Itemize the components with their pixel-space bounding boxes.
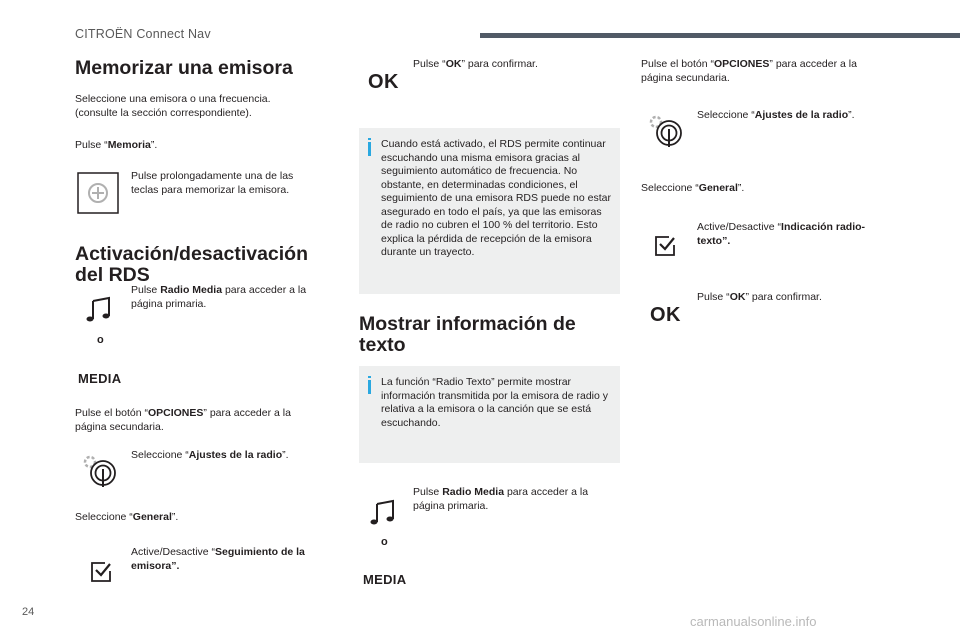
radio-text-info-note — [359, 366, 620, 463]
radio-settings-icon — [647, 113, 685, 149]
ok-button-label: OK — [650, 304, 681, 326]
rds-info-note-text: Cuando está activado, el RDS permite continuar escuchando una misma emisora gracias al seguimiento automático de frecuencia. No obstante, en determinadas condiciones, el seguimiento de una emisora RDS puede no estar asegurado en todo el país, ya que las emisoras de radio no cubren el 100 % del territorio. Esto explica la pérdida de recepción de la emisora durante un trayecto. — [381, 138, 611, 258]
memorize-press-memory-text: Pulse “Memoria”. — [75, 139, 158, 151]
rds-radio-settings-text: Seleccione “Ajustes de la radio”. — [131, 449, 289, 461]
ok-confirm-text: Pulse “OK” para confirmar. — [697, 291, 822, 303]
info-marker-icon — [368, 138, 371, 140]
add-preset-icon — [77, 172, 119, 214]
memorize-intro-text: Seleccione una emisora o una frecuencia. (consulte la sección correspondiente). — [75, 93, 271, 119]
text-info-general-text: Seleccione “General”. — [641, 182, 745, 194]
text-info-radio-media-text: Pulse Radio Media para acceder a la página primaria. — [413, 486, 589, 512]
rds-info-note — [359, 128, 620, 294]
radio-settings-icon — [81, 453, 119, 489]
rds-radio-media-text: Pulse Radio Media para acceder a la página primaria. — [131, 284, 307, 310]
document-header-title: CITROËN Connect Nav — [75, 27, 211, 41]
or-separator: o — [97, 334, 104, 346]
section-title-rds: Activación/desactivación del RDS — [75, 243, 309, 286]
watermark: carmanualsonline.info — [690, 614, 817, 629]
ok-button-label: OK — [368, 71, 399, 93]
section-title-memorize: Memorizar una emisora — [75, 57, 293, 79]
rds-general-text: Seleccione “General”. — [75, 511, 179, 523]
or-separator: o — [381, 536, 388, 548]
text-info-toggle-radiotext-text: Active/Desactive “Indicación radio-texto”. — [697, 221, 866, 247]
checkbox-icon — [90, 561, 112, 583]
header-divider-bar — [480, 33, 960, 38]
music-note-icon — [85, 296, 115, 322]
ok-confirm-text: Pulse “OK” para confirmar. — [413, 58, 538, 70]
music-note-icon — [369, 499, 399, 525]
text-info-radio-settings-text: Seleccione “Ajustes de la radio”. — [697, 109, 855, 121]
rds-toggle-tracking-text: Active/Desactive “Seguimiento de la emisora”. — [131, 546, 305, 572]
rds-options-text: Pulse el botón “OPCIONES” para acceder a la página secundaria. — [75, 407, 291, 433]
media-button-label: MEDIA — [78, 371, 122, 386]
text-info-options-text: Pulse el botón “OPCIONES” para acceder a la página secundaria. — [641, 58, 857, 84]
info-marker-icon — [368, 376, 371, 378]
page-number: 24 — [22, 606, 35, 618]
memorize-long-press-text: Pulse prolongadamente una de las teclas para memorizar la emisora. — [131, 170, 294, 196]
checkbox-icon — [654, 235, 676, 257]
section-title-text-info: Mostrar información de texto — [359, 313, 576, 356]
media-button-label: MEDIA — [363, 572, 407, 587]
radio-text-note-text: La función “Radio Texto” permite mostrar información transmitida por la emisora de radio y relativa a la emisora o la canción que se está escuchando. — [381, 376, 609, 429]
